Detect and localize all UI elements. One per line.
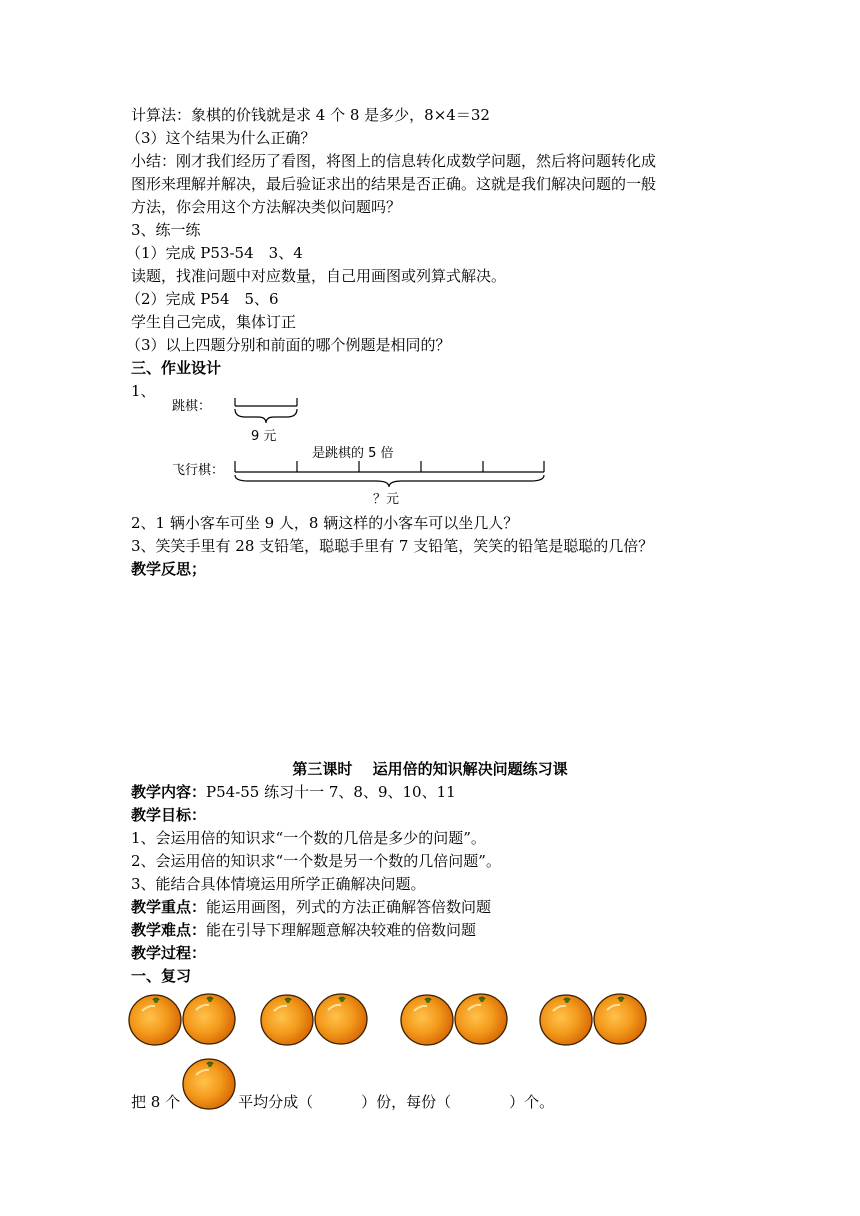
line-8: 读题，找准问题中对应数量，自己用画图或列算式解决。: [131, 267, 507, 285]
problem-3: 3、笑笑手里有 28 支铅笔，聪聪手里有 7 支铅笔，笑笑的铅笔是聪聪的几倍？: [131, 537, 654, 555]
teaching-content: [131, 781, 456, 803]
teaching-reflection: 教学反思；: [131, 560, 207, 578]
process-label: 教学过程：: [131, 944, 207, 962]
oranges-row: [128, 992, 688, 1052]
goal-2: 2、会运用倍的知识求“一个数是另一个数的几倍问题”。: [131, 852, 501, 870]
question-part-3: ）份，每份（: [361, 1093, 452, 1111]
line-11: （3）以上四题分别和前面的哪个例题是相同的？: [126, 336, 451, 354]
feixingqi-label: 飞行棋：: [172, 463, 225, 478]
feixingqi-value: ？元: [373, 492, 400, 507]
heading-homework: 三、作业设计: [131, 359, 222, 377]
line-item-1: 1、: [131, 382, 156, 400]
goal-3: 3、能结合具体情境运用所学正确解决问题。: [131, 875, 426, 893]
tiaoqi-value: 9 元: [251, 429, 277, 444]
orange-icon: [594, 994, 646, 1044]
key-point: [131, 896, 491, 918]
orange-icon: [261, 995, 313, 1045]
line-5: 方法，你会用这个方法解决类似问题吗？: [131, 198, 402, 216]
orange-icon: [182, 1091, 236, 1113]
tiaoqi-bar: [235, 398, 297, 423]
ratio-label: 是跳棋的 5 倍: [312, 446, 394, 461]
line-2: （3）这个结果为什么正确？: [126, 129, 316, 147]
key-label: 教学重点：: [131, 898, 207, 916]
orange-icon: [129, 995, 181, 1045]
goal-1: 1、会运用倍的知识求“一个数的几倍是多少的问题”。: [131, 829, 486, 847]
tiaoqi-label: 跳棋：: [172, 399, 212, 414]
orange-icon: [401, 995, 453, 1045]
orange-icon: [315, 994, 367, 1044]
line-1: 计算法：象棋的价钱就是求 4 个 8 是多少，8×4＝32: [131, 106, 490, 124]
key-value: 能运用画图，列式的方法正确解答倍数问题: [206, 898, 492, 916]
line-9: （2）完成 P54 5、6: [126, 290, 279, 308]
question-part-2: 平均分成（: [238, 1093, 314, 1111]
review-heading: 一、复习: [131, 967, 192, 985]
question-part-1: 把 8 个: [131, 1093, 181, 1111]
orange-group-4: [540, 994, 646, 1045]
line-3: 小结：刚才我们经历了看图，将图上的信息转化成数学问题，然后将问题转化成: [131, 152, 657, 170]
content-value: P54-55 练习十一 7、8、9、10、11: [206, 783, 456, 801]
problem-2: 2、1 辆小客车可坐 9 人，8 辆这样的小客车可以坐几人？: [131, 514, 519, 532]
diff-label: 教学难点：: [131, 921, 207, 939]
orange-icon: [455, 994, 507, 1044]
diff-value: 能在引导下理解题意解决较难的倍数问题: [206, 921, 477, 939]
feixingqi-bar: [235, 461, 544, 487]
orange-group-2: [261, 994, 367, 1045]
goals-label: 教学目标：: [131, 806, 207, 824]
line-7: （1）完成 P53-54 3、4: [126, 244, 303, 262]
orange-icon: [183, 994, 235, 1044]
line-6: 3、练一练: [131, 221, 201, 239]
difficulty: [131, 919, 476, 941]
orange-icon: [540, 995, 592, 1045]
division-question: [131, 1091, 554, 1113]
question-part-4: ）个。: [509, 1093, 555, 1111]
feixingqi-brace: [235, 475, 544, 487]
content-label: 教学内容：: [131, 783, 207, 801]
lesson-title: 第三课时 运用倍的知识解决问题练习课: [292, 760, 568, 778]
tiaoqi-brace: [235, 409, 297, 423]
line-4: 图形来理解并解决，最后验证求出的结果是否正确。这就是我们解决问题的一般: [131, 175, 657, 193]
orange-group-1: [129, 994, 235, 1045]
line-10: 学生自己完成，集体订正: [131, 313, 297, 331]
orange-group-3: [401, 994, 507, 1045]
bar-diagram: [0, 390, 860, 510]
